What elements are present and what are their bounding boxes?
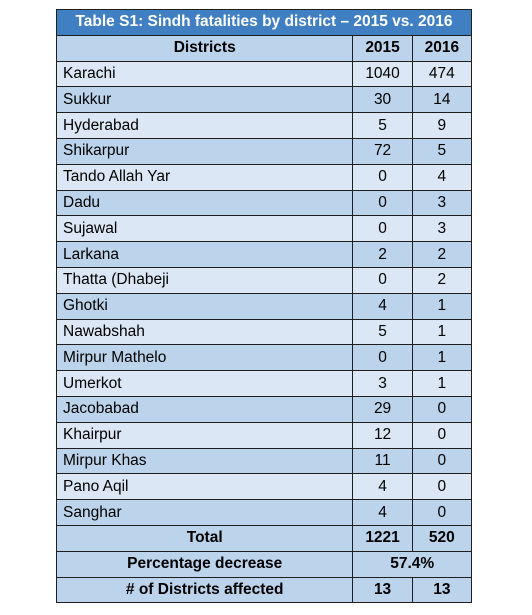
district-name-cell: Sujawal	[57, 216, 353, 242]
fatalities-2015-cell: 72	[353, 138, 412, 164]
table-row	[57, 293, 472, 319]
fatalities-2015-cell: 1040	[353, 61, 412, 87]
fatalities-2016-cell: 0	[412, 474, 471, 500]
fatalities-2016-cell: 1	[412, 345, 471, 371]
district-name-cell: Mirpur Mathelo	[57, 345, 353, 371]
fatalities-2016-cell: 1	[412, 293, 471, 319]
table-row	[57, 345, 472, 371]
fatalities-2016-cell: 2	[412, 267, 471, 293]
districts-affected-2015: 13	[353, 577, 412, 603]
district-name-cell: Tando Allah Yar	[57, 164, 353, 190]
table-body	[57, 61, 472, 525]
district-name-cell: Mirpur Khas	[57, 448, 353, 474]
fatalities-table	[56, 9, 472, 603]
fatalities-2016-cell: 0	[412, 500, 471, 526]
table-row	[57, 164, 472, 190]
table-row	[57, 216, 472, 242]
table-row	[57, 448, 472, 474]
table-title-row	[57, 10, 472, 36]
fatalities-2015-cell: 30	[353, 87, 412, 113]
fatalities-2016-cell: 14	[412, 87, 471, 113]
district-name-cell: Sanghar	[57, 500, 353, 526]
total-2015: 1221	[353, 525, 412, 551]
total-2016: 520	[412, 525, 471, 551]
fatalities-2015-cell: 0	[353, 267, 412, 293]
fatalities-2015-cell: 11	[353, 448, 412, 474]
fatalities-2016-cell: 4	[412, 164, 471, 190]
districts-affected-label: # of Districts affected	[57, 577, 353, 603]
fatalities-2016-cell: 2	[412, 242, 471, 268]
fatalities-2015-cell: 4	[353, 500, 412, 526]
district-name-cell: Dadu	[57, 190, 353, 216]
fatalities-2016-cell: 3	[412, 216, 471, 242]
districts-affected-2016: 13	[412, 577, 471, 603]
fatalities-2015-cell: 12	[353, 422, 412, 448]
fatalities-2015-cell: 0	[353, 164, 412, 190]
table-title: Table S1: Sindh fatalities by district – 2015 vs. 2016	[57, 10, 472, 36]
table-row	[57, 190, 472, 216]
district-name-cell: Jacobabad	[57, 396, 353, 422]
total-label: Total	[57, 525, 353, 551]
year-2015-header: 2015	[353, 35, 412, 61]
district-name-cell: Larkana	[57, 242, 353, 268]
fatalities-2016-cell: 1	[412, 319, 471, 345]
table-row	[57, 242, 472, 268]
districts-header: Districts	[57, 35, 353, 61]
fatalities-2016-cell: 9	[412, 113, 471, 139]
year-2016-header: 2016	[412, 35, 471, 61]
table-row	[57, 371, 472, 397]
district-name-cell: Umerkot	[57, 371, 353, 397]
table-row	[57, 422, 472, 448]
percentage-label: Percentage decrease	[57, 551, 353, 577]
district-name-cell: Nawabshah	[57, 319, 353, 345]
fatalities-2016-cell: 0	[412, 396, 471, 422]
percentage-row	[57, 551, 472, 577]
fatalities-2016-cell: 0	[412, 422, 471, 448]
district-name-cell: Karachi	[57, 61, 353, 87]
district-name-cell: Sukkur	[57, 87, 353, 113]
district-name-cell: Pano Aqil	[57, 474, 353, 500]
fatalities-2016-cell: 3	[412, 190, 471, 216]
total-row	[57, 525, 472, 551]
district-name-cell: Hyderabad	[57, 113, 353, 139]
fatalities-2016-cell: 0	[412, 448, 471, 474]
fatalities-2015-cell: 5	[353, 319, 412, 345]
header-row	[57, 35, 472, 61]
fatalities-2015-cell: 0	[353, 216, 412, 242]
fatalities-2016-cell: 474	[412, 61, 471, 87]
table-row	[57, 267, 472, 293]
table-row	[57, 87, 472, 113]
district-name-cell: Thatta (Dhabeji	[57, 267, 353, 293]
fatalities-2015-cell: 0	[353, 345, 412, 371]
fatalities-2015-cell: 3	[353, 371, 412, 397]
table-row	[57, 319, 472, 345]
table-row	[57, 474, 472, 500]
fatalities-2016-cell: 5	[412, 138, 471, 164]
fatalities-2016-cell: 1	[412, 371, 471, 397]
percentage-value: 57.4%	[353, 551, 472, 577]
fatalities-2015-cell: 4	[353, 293, 412, 319]
district-name-cell: Khairpur	[57, 422, 353, 448]
table-row	[57, 500, 472, 526]
fatalities-2015-cell: 5	[353, 113, 412, 139]
table-row	[57, 113, 472, 139]
districts-affected-row	[57, 577, 472, 603]
district-name-cell: Ghotki	[57, 293, 353, 319]
fatalities-2015-cell: 0	[353, 190, 412, 216]
fatalities-2015-cell: 29	[353, 396, 412, 422]
district-name-cell: Shikarpur	[57, 138, 353, 164]
table-row	[57, 138, 472, 164]
table-row	[57, 396, 472, 422]
fatalities-2015-cell: 2	[353, 242, 412, 268]
table-row	[57, 61, 472, 87]
fatalities-2015-cell: 4	[353, 474, 412, 500]
